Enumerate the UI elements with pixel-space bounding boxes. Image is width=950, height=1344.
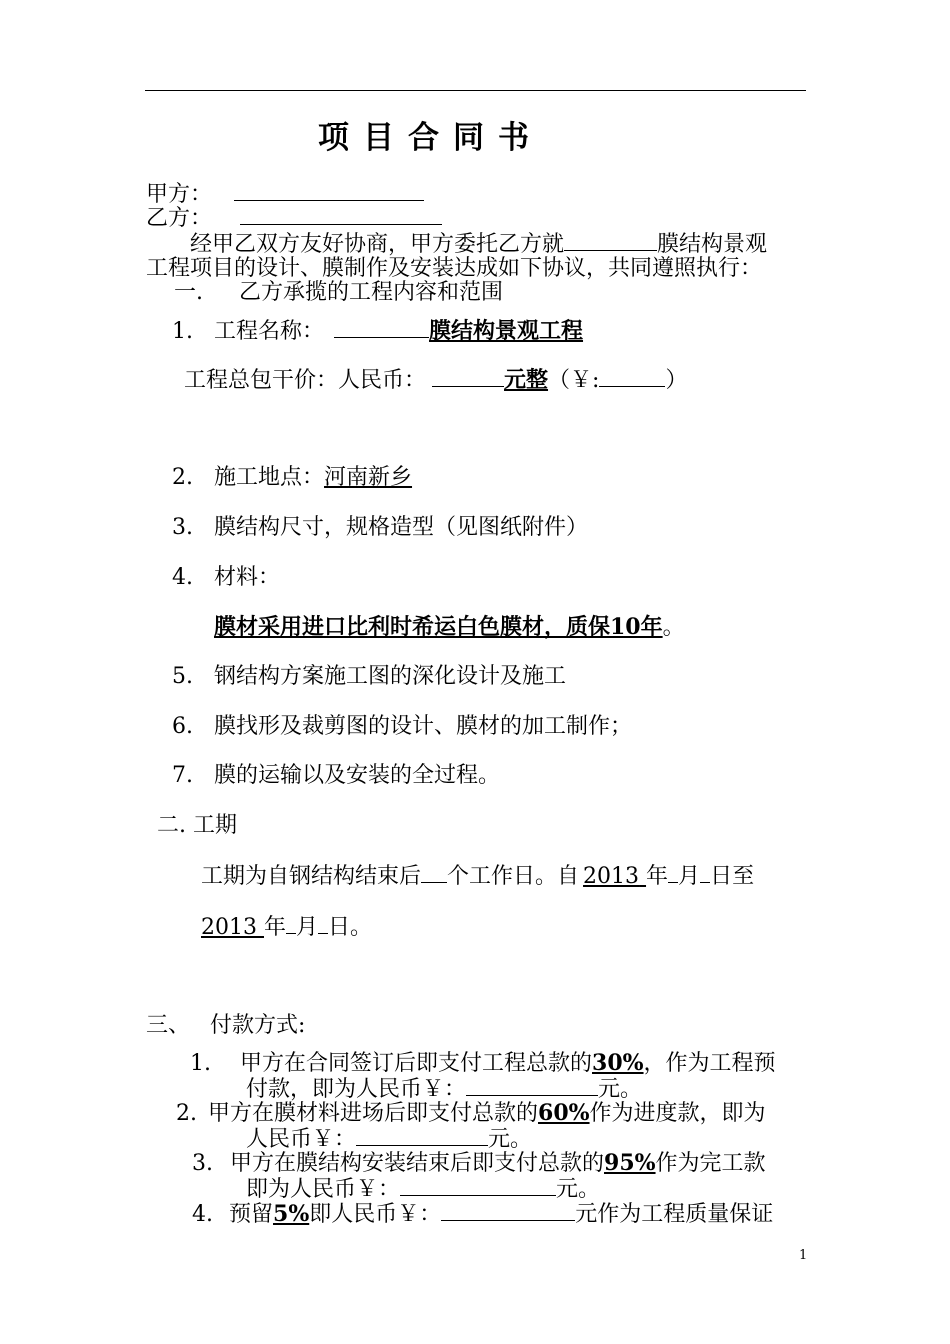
payment-3-text-a: 甲方在膜结构安装结束后即支付总款的 bbox=[230, 1151, 605, 1176]
period-end-year: 2013 bbox=[201, 915, 257, 940]
payment-2-text-d: 元。 bbox=[488, 1127, 533, 1152]
intro-text-1b: 膜结构景观 bbox=[657, 232, 768, 257]
period-end-month-blank bbox=[286, 913, 296, 934]
item-6-text: 膜找形及裁剪图的设计、膜材的加工制作； bbox=[214, 714, 633, 739]
period-text-1a: 工期为自钢结构结束后 bbox=[201, 864, 422, 889]
item-2-number: 2. bbox=[172, 465, 193, 490]
payment-2-text-c: 人民币￥： bbox=[246, 1127, 357, 1152]
item-5-text: 钢结构方案施工图的深化设计及施工 bbox=[214, 664, 567, 689]
payment-1-text-b: ，作为工程预 bbox=[643, 1051, 776, 1076]
payment-4-text-c: 元作为工程质量保证 bbox=[575, 1202, 774, 1227]
party-b-blank bbox=[240, 204, 442, 225]
payment-2-line-1 bbox=[176, 1100, 766, 1127]
period-year-label-2: 年 bbox=[264, 915, 287, 940]
item-6-number: 6. bbox=[172, 714, 193, 739]
payment-2-line-2 bbox=[246, 1125, 532, 1153]
party-b-label: 乙方： bbox=[146, 206, 213, 231]
payment-1-text-d: 元。 bbox=[598, 1077, 643, 1102]
period-end-day-blank bbox=[318, 913, 328, 934]
item-3-number: 3. bbox=[172, 515, 193, 540]
period-year-label-1: 年 bbox=[646, 864, 669, 889]
header-rule bbox=[145, 90, 806, 91]
period-day-label-2: 日。 bbox=[328, 915, 373, 940]
payment-3-text-d: 元。 bbox=[556, 1177, 601, 1202]
item-3-text: 膜结构尺寸，规格造型（见图纸附件） bbox=[214, 515, 589, 540]
item-7-text: 膜的运输以及安装的全过程。 bbox=[214, 763, 501, 788]
item-4-text: 材料： bbox=[214, 565, 281, 590]
intro-blank bbox=[564, 230, 657, 251]
period-start-year: 2013 bbox=[583, 864, 640, 889]
price-label: 工程总包干价：人民币： bbox=[184, 368, 427, 393]
item-1-number: 1. bbox=[172, 319, 193, 344]
section-1-title: 乙方承揽的工程内容和范围 bbox=[239, 280, 504, 305]
item-2 bbox=[172, 465, 412, 491]
item-1-blank bbox=[334, 317, 429, 338]
party-b-line bbox=[146, 204, 442, 232]
price-unit: 元整 bbox=[504, 367, 549, 393]
item-7 bbox=[172, 763, 500, 789]
payment-2-number: 2. bbox=[176, 1101, 197, 1126]
section-3-title: 付款方式: bbox=[210, 1013, 306, 1038]
payment-1-text-a: 甲方在合同签订后即支付工程总款的 bbox=[240, 1051, 593, 1076]
period-line-2 bbox=[201, 913, 372, 941]
payment-3-number: 3. bbox=[192, 1151, 213, 1176]
period-line-1 bbox=[201, 862, 754, 890]
payment-2-text-a: 甲方在膜材料进场后即支付总款的 bbox=[208, 1101, 539, 1126]
payment-1-amount-blank bbox=[466, 1075, 598, 1096]
period-text-1b: 个工作日。自 bbox=[447, 864, 580, 889]
section-1-number: 一. bbox=[174, 280, 203, 305]
item-2-value: 河南新乡 bbox=[324, 465, 413, 490]
section-2-heading: 二. 工期 bbox=[157, 813, 237, 838]
intro-line-1 bbox=[190, 230, 767, 258]
payment-4-text-b: 即人民币￥： bbox=[309, 1202, 442, 1227]
period-month-label-1: 月 bbox=[678, 864, 701, 889]
document-title: 项目合同书 bbox=[318, 120, 543, 156]
price-blank bbox=[432, 366, 504, 387]
item-1-value: 膜结构景观工程 bbox=[429, 318, 584, 344]
payment-3-percent: 95% bbox=[604, 1150, 656, 1176]
period-day-label-1: 日至 bbox=[710, 864, 755, 889]
payment-3-amount-blank bbox=[400, 1175, 556, 1196]
material-line bbox=[214, 614, 685, 641]
payment-1-percent: 30% bbox=[592, 1050, 644, 1076]
item-6 bbox=[172, 714, 632, 740]
material-end: 。 bbox=[662, 615, 685, 640]
item-3 bbox=[172, 515, 588, 541]
item-4-number: 4. bbox=[172, 565, 193, 590]
item-2-label: 施工地点： bbox=[214, 465, 325, 490]
total-price-line bbox=[184, 366, 687, 394]
payment-1-number: 1. bbox=[190, 1051, 211, 1076]
payment-3-line-2 bbox=[246, 1175, 600, 1203]
payment-2-percent: 60% bbox=[538, 1100, 590, 1126]
payment-1-text-c: 付款，即为人民币￥： bbox=[246, 1077, 467, 1102]
page-number: 1 bbox=[799, 1248, 808, 1263]
price-number-blank bbox=[599, 366, 665, 387]
payment-4-line-1 bbox=[192, 1200, 773, 1228]
item-7-number: 7. bbox=[172, 763, 193, 788]
payment-2-amount-blank bbox=[356, 1125, 488, 1146]
section-1-heading bbox=[174, 280, 503, 306]
intro-line-2: 工程项目的设计、膜制作及安装达成如下协议，共同遵照执行： bbox=[146, 256, 763, 281]
period-month-label-2: 月 bbox=[296, 915, 319, 940]
item-5 bbox=[172, 664, 566, 690]
payment-3-text-c: 即为人民币￥： bbox=[246, 1177, 401, 1202]
payment-3-text-b: 作为完工款 bbox=[655, 1151, 766, 1176]
payment-4-percent: 5% bbox=[273, 1201, 310, 1227]
payment-1-line-1 bbox=[190, 1050, 776, 1077]
section-3-number: 三、 bbox=[146, 1013, 191, 1038]
payment-1-line-2 bbox=[246, 1075, 642, 1103]
item-1 bbox=[172, 317, 583, 345]
item-4 bbox=[172, 565, 280, 591]
intro-text-1: 经甲乙双方友好协商，甲方委托乙方就 bbox=[190, 232, 565, 257]
price-close: ） bbox=[665, 368, 688, 393]
payment-2-text-b: 作为进度款，即为 bbox=[589, 1101, 766, 1126]
period-days-blank bbox=[421, 862, 447, 883]
price-open: （￥: bbox=[548, 368, 600, 393]
section-3-heading bbox=[146, 1013, 305, 1039]
party-a-blank bbox=[234, 180, 424, 201]
period-start-day-blank bbox=[700, 862, 710, 883]
party-a-label: 甲方： bbox=[146, 182, 213, 207]
payment-4-text-a: 预留 bbox=[229, 1202, 274, 1227]
item-5-number: 5. bbox=[172, 664, 193, 689]
payment-4-number: 4. bbox=[192, 1202, 213, 1227]
material-text: 膜材采用进口比利时希运白色膜材，质保10年 bbox=[214, 614, 663, 640]
period-start-month-blank bbox=[668, 862, 678, 883]
payment-3-line-1 bbox=[192, 1150, 766, 1177]
item-1-label: 工程名称： bbox=[214, 319, 325, 344]
payment-4-amount-blank bbox=[441, 1200, 575, 1221]
